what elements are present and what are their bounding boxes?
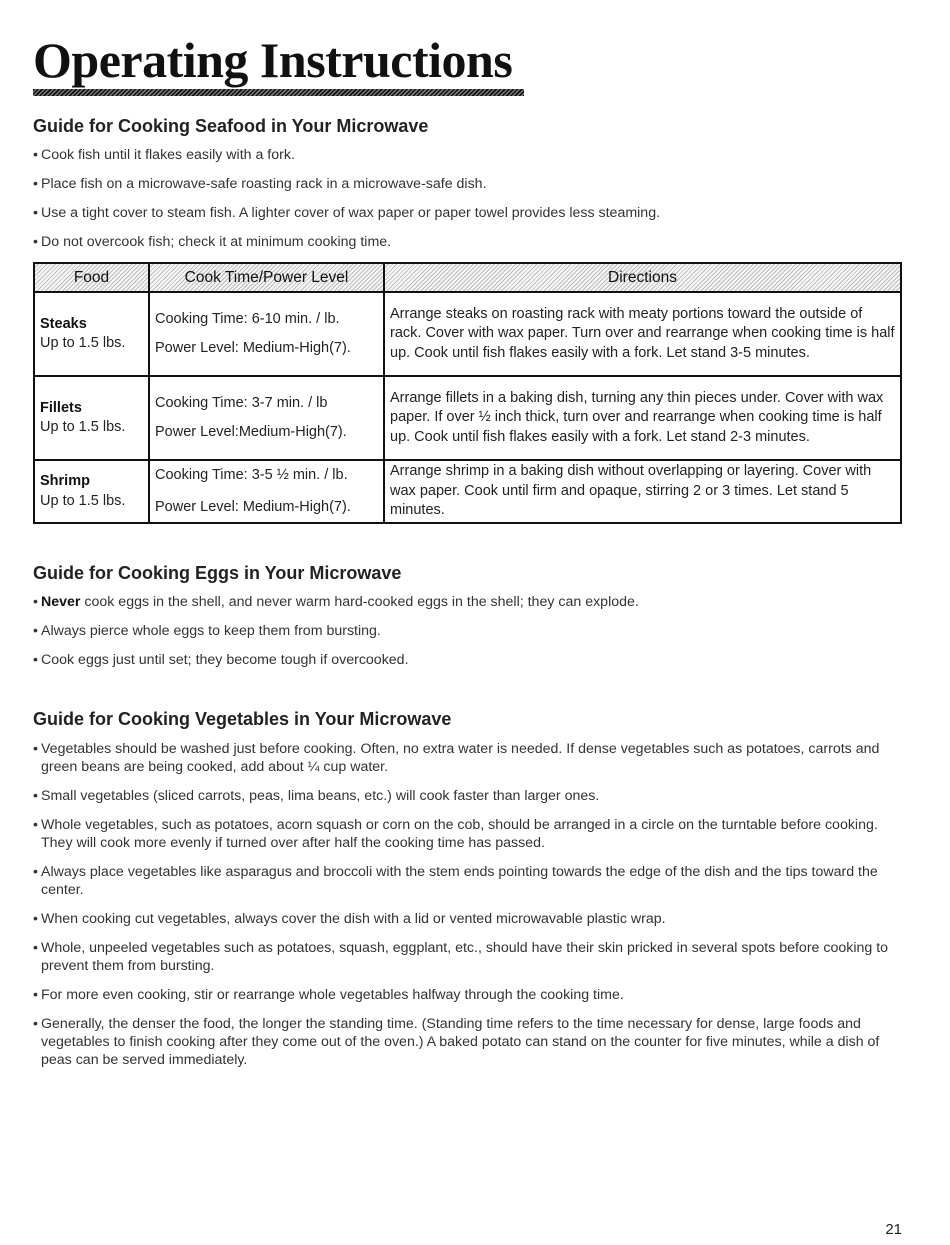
list-item: • Always place vegetables like asparagus and broccoli with the stem ends pointing towards the edge of the dish and the tips toward the center. bbox=[33, 863, 913, 899]
eggs-bullet-list bbox=[33, 593, 913, 669]
food-quantity: Up to 1.5 lbs. bbox=[40, 492, 126, 509]
table-row bbox=[35, 376, 900, 460]
cooking-time: Cooking Time: 3-5 ½ min. / lb. bbox=[155, 467, 348, 483]
power-level: Power Level: Medium-High(7). bbox=[155, 340, 351, 356]
column-header-food: Food bbox=[35, 264, 149, 292]
page-number: 21 bbox=[885, 1221, 902, 1238]
list-item: • Vegetables should be washed just before cooking. Often, no extra water is needed. If dense vegetables such as potatoes, carrots and green beans are being cooked, add about ¼ cup water. bbox=[33, 740, 913, 776]
column-header-cook-time: Cook Time/Power Level bbox=[149, 264, 384, 292]
list-item: • Generally, the denser the food, the longer the standing time. (Standing time refers to the time necessary for dense, large foods and vegetables to finish cooking after they come out of the oven.) A baked potato can stand on the counter for five minutes, while a dish of peas can be served immediately. bbox=[33, 1015, 913, 1069]
directions-cell: Arrange steaks on roasting rack with meaty portions toward the outside of rack. Cover with wax paper. Turn over and rearrange when cooking time is half up. Cook until fish flakes easily with a fork. Let stand 3-5 minutes. bbox=[384, 292, 900, 376]
food-name: Shrimp bbox=[40, 473, 90, 489]
seafood-table bbox=[33, 262, 902, 524]
cooking-time: Cooking Time: 6-10 min. / lb. bbox=[155, 310, 340, 327]
food-quantity: Up to 1.5 lbs. bbox=[40, 335, 126, 351]
table-header-row bbox=[35, 264, 900, 292]
list-item: • Small vegetables (sliced carrots, peas, lima beans, etc.) will cook faster than larger ones. bbox=[33, 787, 913, 805]
directions-cell: Arrange shrimp in a baking dish without overlapping or layering. Cover with wax paper. Cook until firm and opaque, stirring 2 or 3 times. Let stand 5 minutes. bbox=[390, 463, 872, 519]
table-row bbox=[35, 292, 900, 376]
power-level: Power Level:Medium-High(7). bbox=[155, 424, 347, 440]
list-item-text: Always pierce whole eggs to keep them from bursting. bbox=[41, 623, 381, 639]
list-item bbox=[33, 593, 913, 611]
list-item: • Place fish on a microwave-safe roasting rack in a microwave-safe dish. bbox=[33, 175, 913, 193]
list-item bbox=[33, 622, 913, 640]
list-item-text: cook eggs in the shell, and never warm hard-cooked eggs in the shell; they can explode. bbox=[80, 594, 639, 610]
food-cell bbox=[35, 376, 149, 460]
cooking-time: Cooking Time: 3-7 min. / lb bbox=[155, 394, 328, 411]
seafood-heading: Guide for Cooking Seafood in Your Microwave bbox=[33, 116, 429, 136]
food-cell bbox=[35, 292, 149, 376]
table-row bbox=[35, 460, 900, 522]
page-title: Operating Instructions bbox=[33, 32, 513, 88]
list-item bbox=[33, 651, 913, 669]
food-cell bbox=[35, 460, 149, 522]
column-header-directions: Directions bbox=[384, 264, 900, 292]
food-name: Steaks bbox=[40, 315, 87, 332]
list-item: • Whole vegetables, such as potatoes, acorn squash or corn on the cob, should be arranged in a circle on the turntable before cooking. They will cook more evenly if turned over after half the cooking time has passed. bbox=[33, 816, 913, 852]
seafood-bullet-list bbox=[33, 146, 913, 251]
food-quantity: Up to 1.5 lbs. bbox=[40, 419, 126, 435]
cook-time-cell bbox=[149, 376, 384, 460]
vegetables-bullet-list bbox=[33, 740, 913, 1069]
directions-cell: Arrange fillets in a baking dish, turning any thin pieces under. Cover with wax paper. If over ½ inch thick, turn over and rearrange when cooking time is half up. Cook until fish flakes easily with a fork. Let stand 2-3 minutes. bbox=[384, 376, 900, 460]
vegetables-heading: Guide for Cooking Vegetables in Your Microwave bbox=[33, 709, 452, 729]
title-underline bbox=[33, 89, 524, 96]
eggs-heading: Guide for Cooking Eggs in Your Microwave bbox=[33, 563, 402, 583]
list-item: • When cooking cut vegetables, always cover the dish with a lid or vented microwavable plastic wrap. bbox=[33, 910, 913, 928]
list-item: • For more even cooking, stir or rearrange whole vegetables halfway through the cooking time. bbox=[33, 986, 913, 1004]
cook-time-cell bbox=[149, 292, 384, 376]
list-item: • Use a tight cover to steam fish. A lighter cover of wax paper or paper towel provides less steaming. bbox=[33, 204, 913, 222]
food-name: Fillets bbox=[40, 399, 82, 416]
power-level: Power Level: Medium-High(7). bbox=[155, 498, 351, 515]
list-item: • Do not overcook fish; check it at minimum cooking time. bbox=[33, 233, 913, 251]
emphasis-never: Never bbox=[41, 594, 81, 610]
cook-time-cell bbox=[149, 460, 384, 522]
list-item: • Whole, unpeeled vegetables such as potatoes, squash, eggplant, etc., should have their skin pricked in several spots before cooking to prevent them from bursting. bbox=[33, 939, 913, 975]
list-item-text: Cook eggs just until set; they become tough if overcooked. bbox=[41, 652, 409, 668]
list-item: • Cook fish until it flakes easily with a fork. bbox=[33, 146, 913, 164]
